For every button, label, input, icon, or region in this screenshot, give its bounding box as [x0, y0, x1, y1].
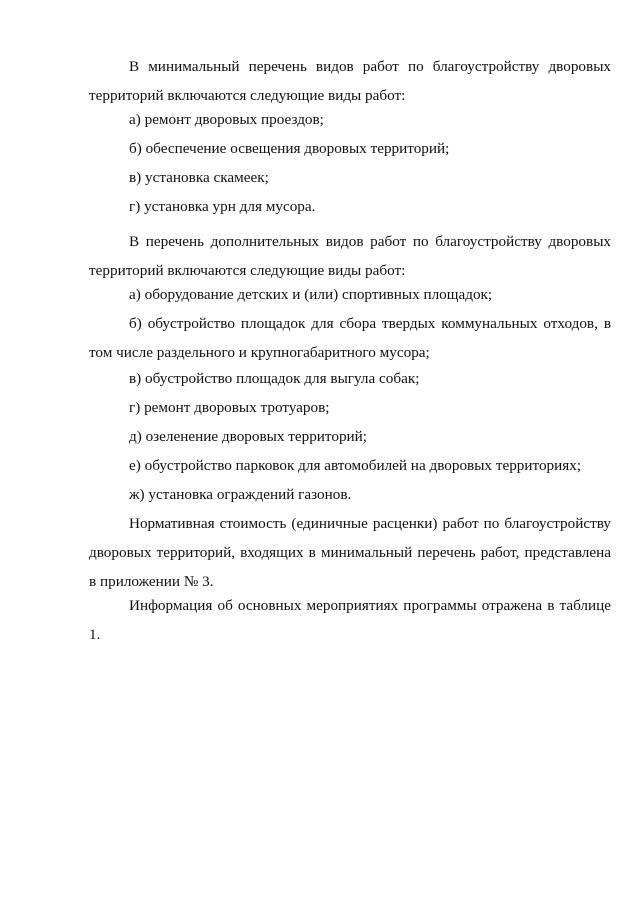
paragraph-program-info: Информация об основных мероприятиях программы отражена в таблице 1. — [89, 597, 611, 643]
paragraph-normative-cost: Нормативная стоимость (единичные расценки) работ по благоустройству дворовых территорий, входящих в минимальный перечень работ, представлена в приложении № 3. — [89, 515, 611, 590]
list-item-add-b: б) обустройство площадок для сбора твердых коммунальных отходов, в том числе раздельного и крупногабаритного мусора; — [89, 315, 611, 361]
list-item-min-a: а) ремонт дворовых проездов; — [129, 111, 324, 128]
list-item-add-g: ж) установка ограждений газонов. — [129, 486, 352, 503]
list-item-add-f: е) обустройство парковок для автомобилей на дворовых территориях; — [129, 457, 582, 474]
list-item-add-d: г) ремонт дворовых тротуаров; — [129, 399, 330, 416]
list-item-min-d: г) установка урн для мусора. — [129, 198, 316, 215]
list-item-add-a: а) оборудование детских и (или) спортивных площадок; — [129, 286, 493, 303]
paragraph-additional-list-intro: В перечень дополнительных видов работ по благоустройству дворовых территорий включаются следующие виды работ: — [89, 233, 611, 279]
list-item-add-c: в) обустройство площадок для выгула собак; — [129, 370, 420, 387]
list-item-min-c: в) установка скамеек; — [129, 169, 269, 186]
list-item-add-e: д) озеленение дворовых территорий; — [129, 428, 368, 445]
paragraph-minimal-list-intro: В минимальный перечень видов работ по благоустройству дворовых территорий включаются следующие виды работ: — [89, 58, 611, 104]
list-item-min-b: б) обеспечение освещения дворовых территорий; — [129, 140, 450, 157]
